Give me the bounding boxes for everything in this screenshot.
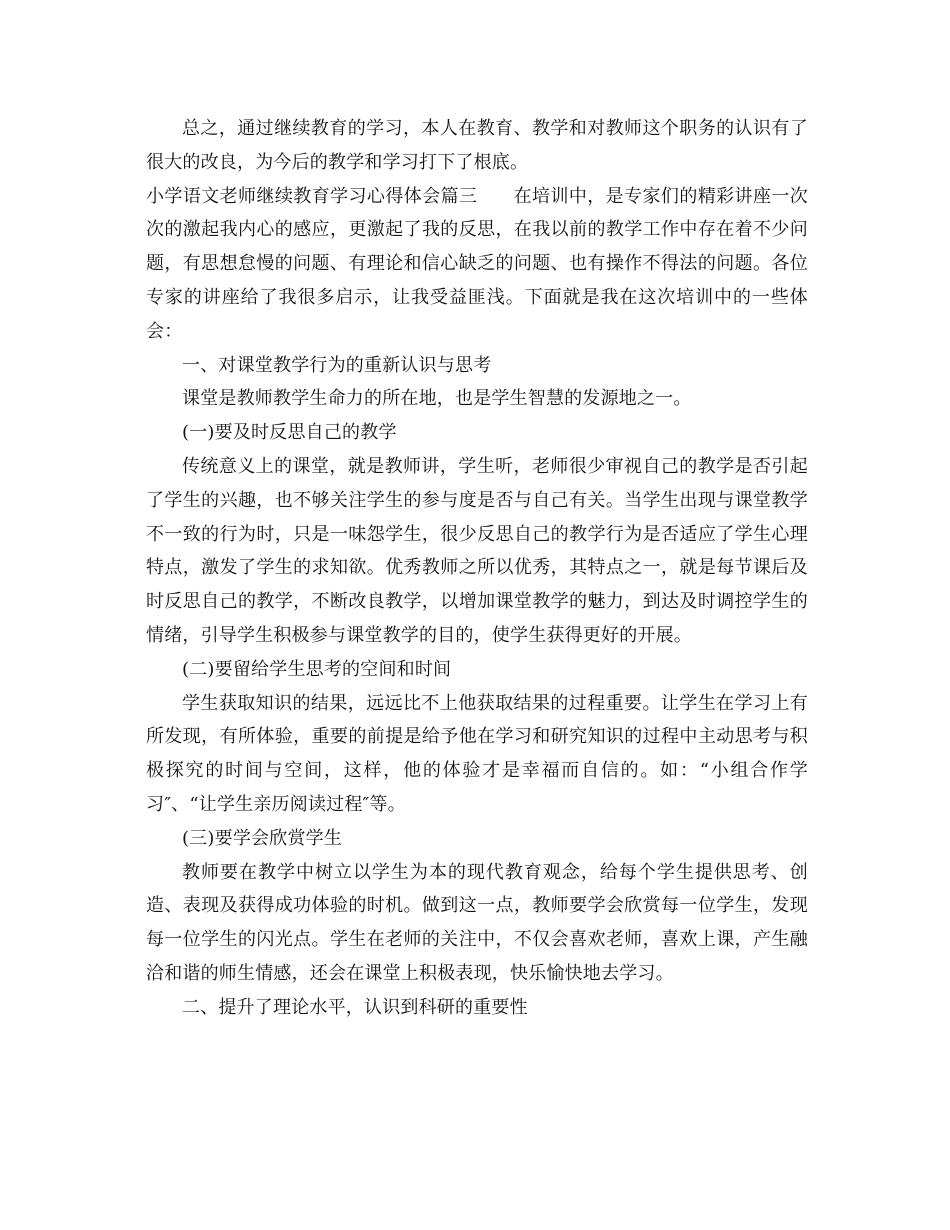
paragraph-conclusion: 总之，通过继续教育的学习，本人在教育、教学和对教师这个职务的认识有了很大的改良，为今后的教学和学习打下了根底。 [146,118,808,173]
paragraph-article-three [146,180,808,349]
paragraph-student-centered: 教师要在教学中树立以学生为本的现代教育观念，给每个学生提供思考、创造、表现及获得成功体验的时机。做到这一点，教师要学会欣赏每一位学生，发现每一位学生的闪光点。学生在老师的关注中，不仅会喜欢老师，喜欢上课，产生融洽和谐的师生情感，还会在课堂上积极表现，快乐愉快地去学习。 [146,861,808,984]
paragraph-traditional-classroom: 传统意义上的课堂，就是教师讲，学生听，老师很少审视自己的教学是否引起了学生的兴趣，也不够关注学生的参与度是否与自己有关。当学生出现与课堂教学不一致的行为时，只是一味怨学生，很少反思自己的教学行为是否适应了学生心理特点，激发了学生的求知欲。优秀教师之所以优秀，其特点之一，就是每节课后及时反思自己的教学，不断改良教学，以增加课堂教学的魅力，到达及时调控学生的情绪，引导学生积极参与课堂教学的目的，使学生获得更好的开展。 [146,455,808,646]
subheading-reflect: (一)要及时反思自己的教学 [182,422,397,444]
document-body [146,112,808,1025]
section-heading-1: 一、对课堂教学行为的重新认识与思考 [182,354,492,376]
article-title: 小学语文老师继续教育学习心得体会篇三 [146,185,478,207]
section-heading-2: 二、提升了理论水平，认识到科研的重要性 [182,996,528,1018]
article-intro-text: 在培训中，是专家们的精彩讲座一次次的激起我内心的感应，更激起了我的反思，在我以前的教学工作中存在着不少问题，有思想怠慢的问题、有理论和信心缺乏的问题、也有操作不得法的问题。各位专家的讲座给了我很多启示，让我受益匪浅。下面就是我在这次培训中的一些体会： [146,185,808,342]
subheading-thinking-space: (二)要留给学生思考的空间和时间 [182,658,452,680]
paragraph-classroom: 课堂是教师教学生命力的所在地，也是学生智慧的发源地之一。 [182,388,692,410]
subheading-appreciate: (三)要学会欣赏学生 [182,827,343,849]
paragraph-knowledge-process: 学生获取知识的结果，远远比不上他获取结果的过程重要。让学生在学习上有所发现，有所体验，重要的前提是给予他在学习和研究知识的过程中主动思考与积极探究的时间与空间，这样，他的体验才是幸福而自信的。如：“小组合作学习″、“让学生亲历阅读过程″等。 [146,692,808,815]
